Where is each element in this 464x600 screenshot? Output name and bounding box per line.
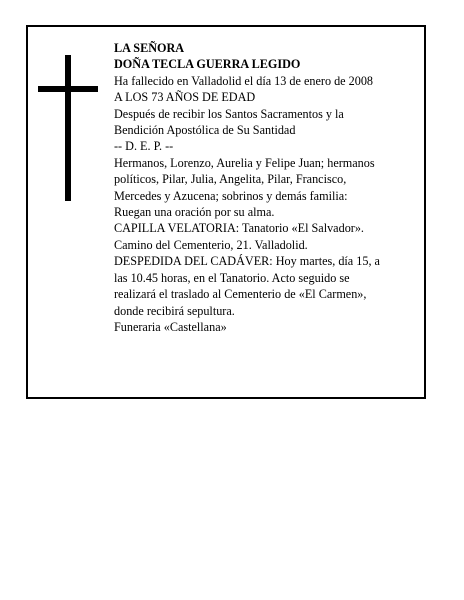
farewell-line-3: realizará el traslado al Cementerio de «El Carmen», xyxy=(114,287,367,302)
passed-line: Ha fallecido en Valladolid el día 13 de enero de 2008 xyxy=(114,73,374,88)
obituary-notice xyxy=(26,25,426,399)
chapel-line-2: Camino del Cementerio, 21. Valladolid. xyxy=(114,237,308,252)
chapel-line-1: CAPILLA VELATORIA: Tanatorio «El Salvador». xyxy=(114,221,364,236)
deceased-name: DOÑA TECLA GUERRA LEGIDO xyxy=(114,57,301,72)
funeral-home: Funeraria «Castellana» xyxy=(114,319,227,334)
age-line: A LOS 73 AÑOS DE EDAD xyxy=(114,90,256,105)
notice-text xyxy=(114,40,420,335)
farewell-line-2: las 10.45 horas, en el Tanatorio. Acto seguido se xyxy=(114,270,350,285)
cross-vertical-bar xyxy=(65,55,71,201)
cross-horizontal-bar xyxy=(38,86,98,92)
family-line-2: políticos, Pilar, Julia, Angelita, Pilar, Francisco, xyxy=(114,172,347,187)
family-line-1: Hermanos, Lorenzo, Aurelia y Felipe Juan; hermanos xyxy=(114,155,375,170)
dep-line: -- D. E. P. -- xyxy=(114,139,174,154)
sacraments-line-1: Después de recibir los Santos Sacramentos y la xyxy=(114,106,344,121)
sacraments-line-2: Bendición Apostólica de Su Santidad xyxy=(114,123,296,138)
family-line-3: Mercedes y Azucena; sobrinos y demás familia: xyxy=(114,188,348,203)
farewell-line-4: donde recibirá sepultura. xyxy=(114,303,235,318)
notice-title: LA SEÑORA xyxy=(114,41,185,55)
cross-icon xyxy=(38,55,98,201)
farewell-line-1: DESPEDIDA DEL CADÁVER: Hoy martes, día 15, a xyxy=(114,254,380,269)
prayer-line: Ruegan una oración por su alma. xyxy=(114,205,275,220)
